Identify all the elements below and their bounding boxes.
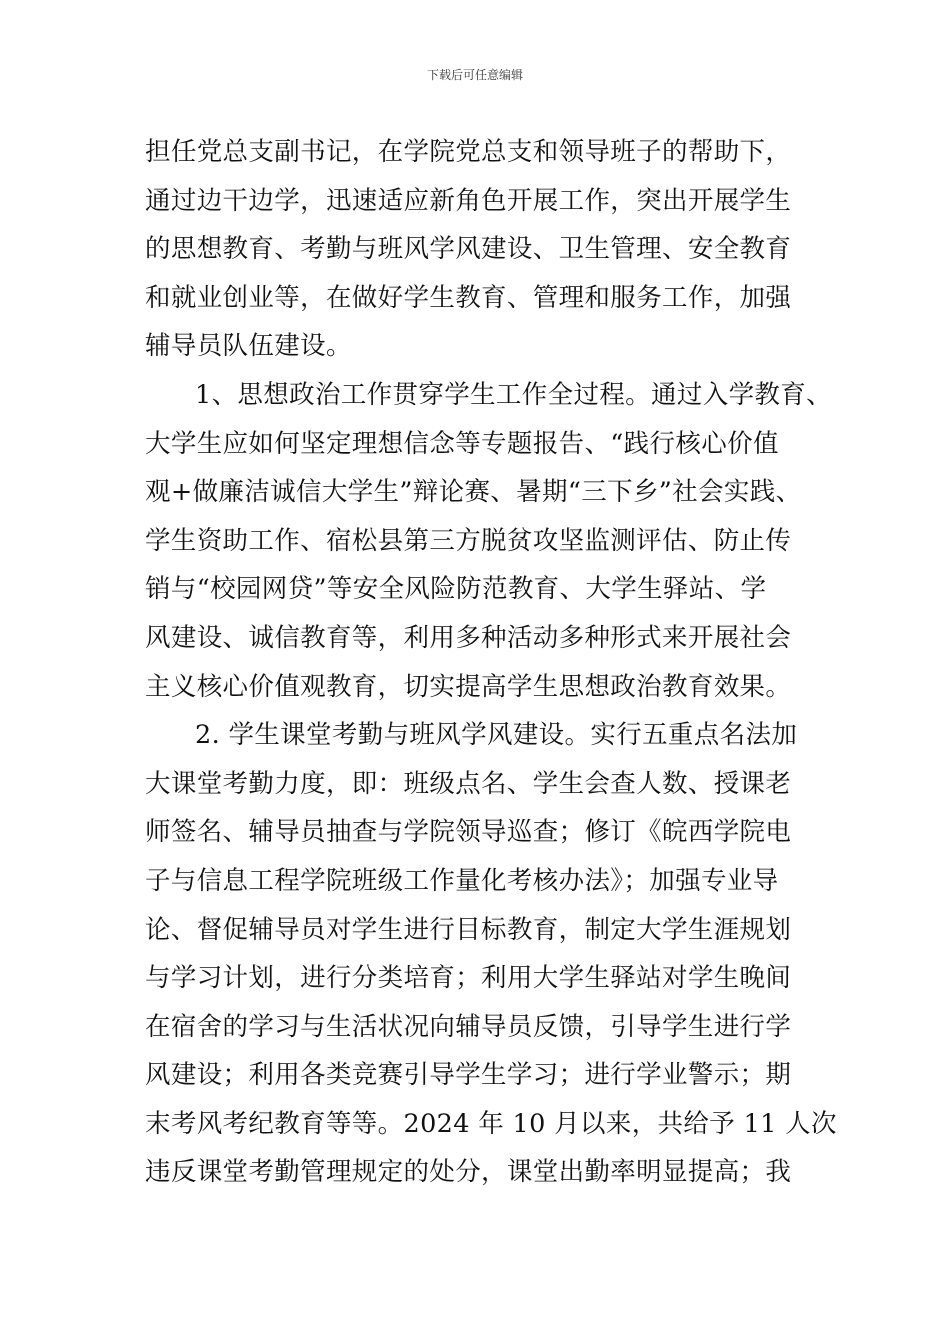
text-line: 大课堂考勤力度，即：班级点名、学生会查人数、授课老 bbox=[145, 768, 792, 799]
text-line: 大学生应如何坚定理想信念等专题报告、“践行核心价值 bbox=[145, 428, 779, 459]
text-line: 师签名、辅导员抽查与学院领导巡查；修订《皖西学院电 bbox=[145, 817, 792, 848]
text-line: 论、督促辅导员对学生进行目标教育，制定大学生涯规划 bbox=[145, 914, 792, 945]
text-line: 担任党总支副书记，在学院党总支和领导班子的帮助下， bbox=[145, 137, 792, 167]
header-note: 下载后可任意编辑 bbox=[426, 68, 523, 82]
text-line: 的思想教育、考勤与班风学风建设、卫生管理、安全教育 bbox=[145, 234, 792, 265]
text-line: 和就业创业等，在做好学生教育、管理和服务工作，加强 bbox=[145, 282, 792, 313]
text-line: 主义核心价值观教育，切实提高学生思想政治教育效果。 bbox=[145, 671, 792, 702]
text-line: 违反课堂考勤管理规定的处分，课堂出勤率明显提高；我 bbox=[145, 1157, 792, 1188]
text-line: 子与信息工程学院班级工作量化考核办法》；加强专业导 bbox=[145, 865, 779, 896]
text-line: 风建设；利用各类竞赛引导学生学习；进行学业警示；期 bbox=[145, 1060, 792, 1091]
text-line: 观+做廉洁诚信大学生”辩论赛、暑期“三下乡”社会实践、 bbox=[145, 477, 802, 508]
text-line: 销与“校园网贷”等安全风险防范教育、大学生驿站、学 bbox=[145, 574, 767, 605]
document-body bbox=[145, 128, 837, 1197]
text-line: 风建设、诚信教育等，利用多种活动多种形式来开展社会 bbox=[145, 622, 792, 653]
text-line: 辅导员队伍建设。 bbox=[145, 331, 352, 362]
text-line: 通过边干边学，迅速适应新角色开展工作，突出开展学生 bbox=[145, 185, 792, 216]
text-line: 学生资助工作、宿松县第三方脱贫攻坚监测评估、防止传 bbox=[145, 525, 792, 556]
paragraph-start-line: 2. 学生课堂考勤与班风学风建设。实行五重点名法加 bbox=[195, 720, 798, 751]
text-line: 末考风考纪教育等等。2024 年 10 月以来，共给予 11 人次 bbox=[145, 1108, 837, 1139]
text-line: 在宿舍的学习与生活状况向辅导员反馈，引导学生进行学 bbox=[145, 1011, 792, 1042]
text-line: 与学习计划，进行分类培育；利用大学生驿站对学生晚间 bbox=[145, 963, 792, 994]
paragraph-start-line: 1、思想政治工作贯穿学生工作全过程。通过入学教育、 bbox=[195, 379, 832, 410]
